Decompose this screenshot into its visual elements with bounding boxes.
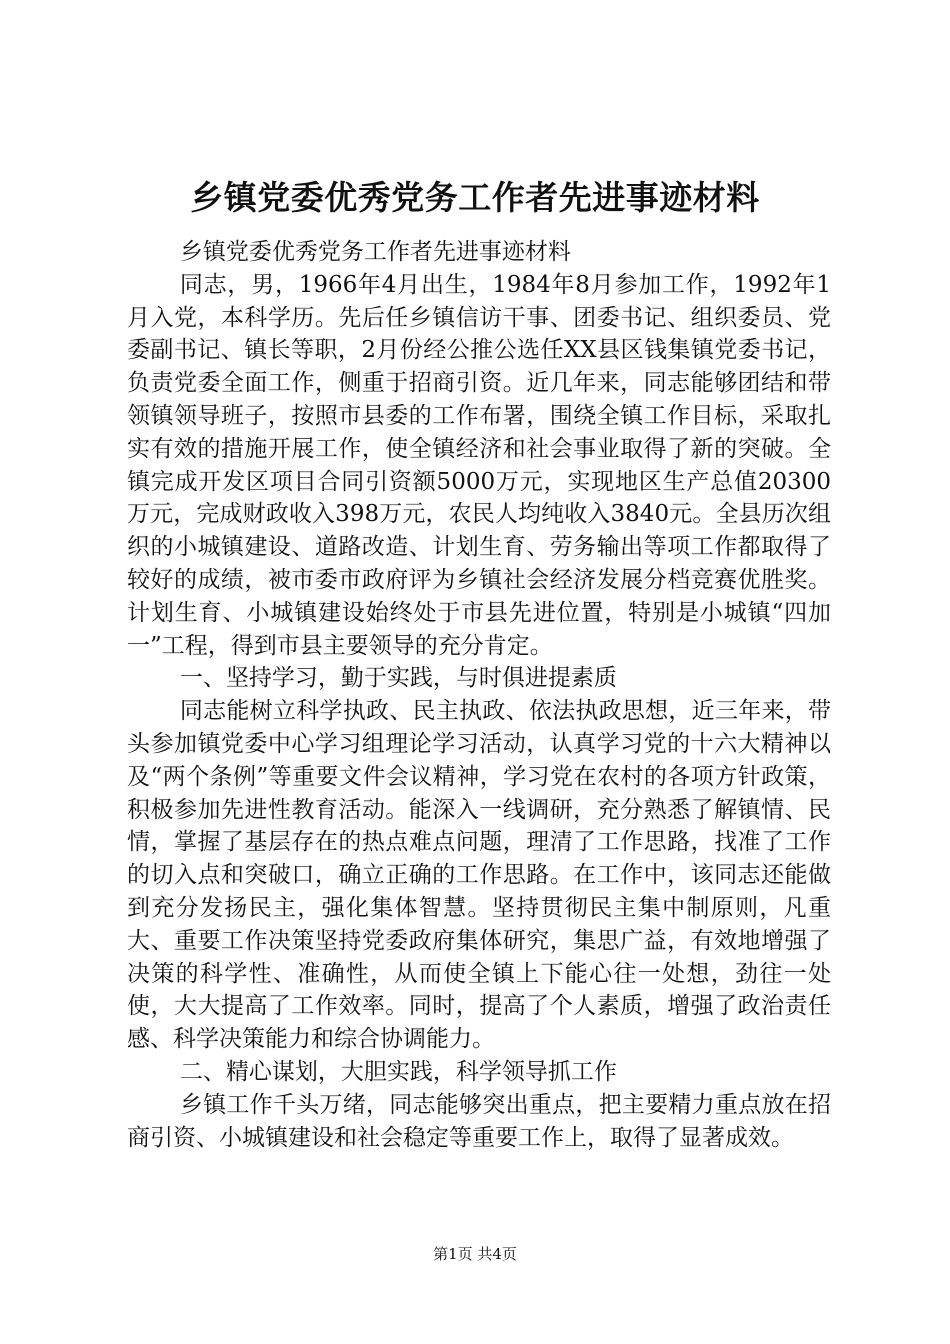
section-heading: 一、坚持学习，勤于实践，与时俱进提素质 — [179, 665, 617, 692]
body-paragraph: 同志能树立科学执政、民主执政、依法执政思想，近三年来，带头参加镇党委中心学习组理论学习活动，认真学习党的十六大精神以及“两个条例”等重要文件会议精神，学习党在农村的各项方针政策，积极参加先进性教育活动。能深入一线调研，充分熟悉了解镇情、民情，掌握了基层存在的热点难点问题，理清了工作思路，找准了工作的切入点和突破口，确立正确的工作思路。在工作中，该同志还能做到充分发扬民主，强化集体智慧。坚持贯彻民主集中制原则，凡重大、重要工作决策坚持党委政府集体研究，集思广益，有效地增强了决策的科学性、准确性，从而使全镇上下能心往一处想，劲往一处使，大大提高了工作效率。同时，提高了个人素质，增强了政治责任感、科学决策能力和综合协调能力。 — [127, 698, 831, 1053]
subtitle-paragraph: 乡镇党委优秀党务工作者先进事迹材料 — [179, 239, 571, 265]
body-paragraph: 乡镇工作千头万绪，同志能够突出重点，把主要精力重点放在招商引资、小城镇建设和社会稳定等重要工作上，取得了显著成效。 — [127, 1091, 831, 1151]
document-title: 乡镇党委优秀党务工作者先进事迹材料 — [190, 178, 760, 217]
page-number-footer: 第1页 共4页 — [433, 1245, 517, 1263]
body-paragraph: 同志，男，1966年4月出生，1984年8月参加工作，1992年1月入党，本科学历。先后任乡镇信访干事、团委书记、组织委员、党委副书记、镇长等职，2月份经公推公选任XX县区钱集镇党委书记，负责党委全面工作，侧重于招商引资。近几年来，同志能够团结和带领镇领导班子，按照市县委的工作布署，围绕全镇工作目标，采取扎实有效的措施开展工作，使全镇经济和社会事业取得了新的突破。全镇完成开发区项目合同引资额5000万元，实现地区生产总值20300万元，完成财政收入398万元，农民人均纯收入3840元。全县历次组织的小城镇建设、道路改造、计划生育、劳务输出等项工作都取得了较好的成绩，被市委市政府评为乡镇社会经济发展分档竞赛优胜奖。计划生育、小城镇建设始终处于市县先进位置，特别是小城镇“四加一”工程，得到市县主要领导的充分肯定。 — [127, 271, 831, 659]
section-heading: 二、精心谋划，大胆实践，科学领导抓工作 — [179, 1058, 617, 1085]
document-body — [127, 236, 831, 1154]
